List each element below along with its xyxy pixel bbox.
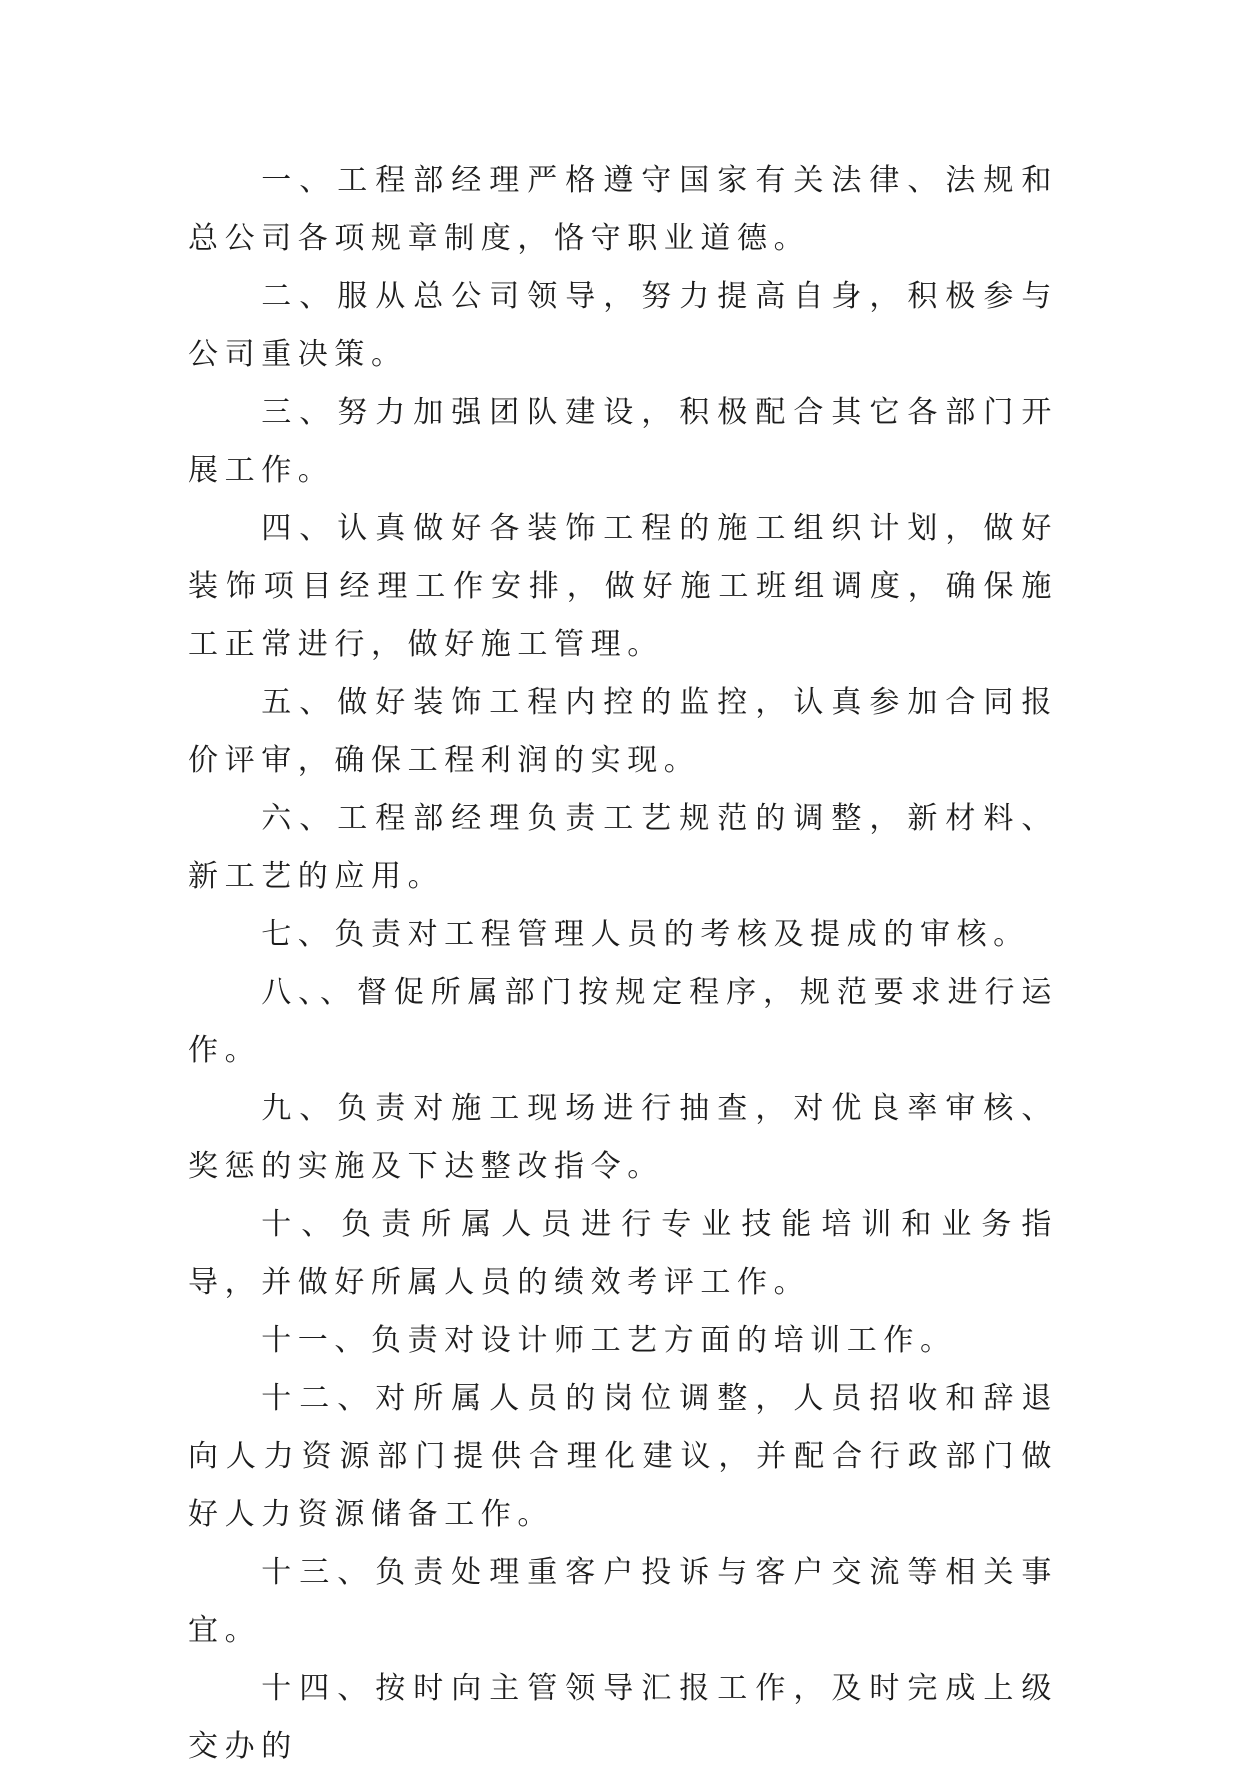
paragraph-12: 十二、对所属人员的岗位调整，人员招收和辞退向人力资源部门提供合理化建议，并配合行政部门做好人力资源储备工作。 <box>188 1381 1058 1532</box>
paragraph-4: 四、认真做好各装饰工程的施工组织计划，做好装饰项目经理工作安排，做好施工班组调度，确保施工正常进行，做好施工管理。 <box>188 511 1058 662</box>
paragraph-7: 七、负责对工程管理人员的考核及提成的审核。 <box>261 917 1030 952</box>
paragraph-2: 二、服从总公司领导，努力提高自身，积极参与公司重决策。 <box>188 279 1058 372</box>
paragraph-3: 三、努力加强团队建设，积极配合其它各部门开展工作。 <box>188 395 1058 488</box>
paragraph-13: 十三、负责处理重客户投诉与客户交流等相关事宜。 <box>188 1555 1058 1648</box>
paragraph-8: 八、、督促所属部门按规定程序，规范要求进行运作。 <box>188 975 1058 1068</box>
paragraph-5: 五、做好装饰工程内控的监控，认真参加合同报价评审，确保工程利润的实现。 <box>188 685 1058 778</box>
paragraph-11: 十一、负责对设计师工艺方面的培训工作。 <box>261 1323 957 1358</box>
paragraph-1: 一、工程部经理严格遵守国家有关法律、法规和总公司各项规章制度，恪守职业道德。 <box>188 163 1058 256</box>
paragraph-14: 十四、按时向主管领导汇报工作，及时完成上级交办的 <box>188 1671 1058 1764</box>
paragraph-9: 九、负责对施工现场进行抽查，对优良率审核、奖惩的实施及下达整改指令。 <box>188 1091 1058 1184</box>
paragraph-6: 六、工程部经理负责工艺规范的调整，新材料、新工艺的应用。 <box>188 801 1058 894</box>
document-body <box>188 152 1058 1776</box>
paragraph-10: 十、负责所属人员进行专业技能培训和业务指导，并做好所属人员的绩效考评工作。 <box>188 1207 1058 1300</box>
